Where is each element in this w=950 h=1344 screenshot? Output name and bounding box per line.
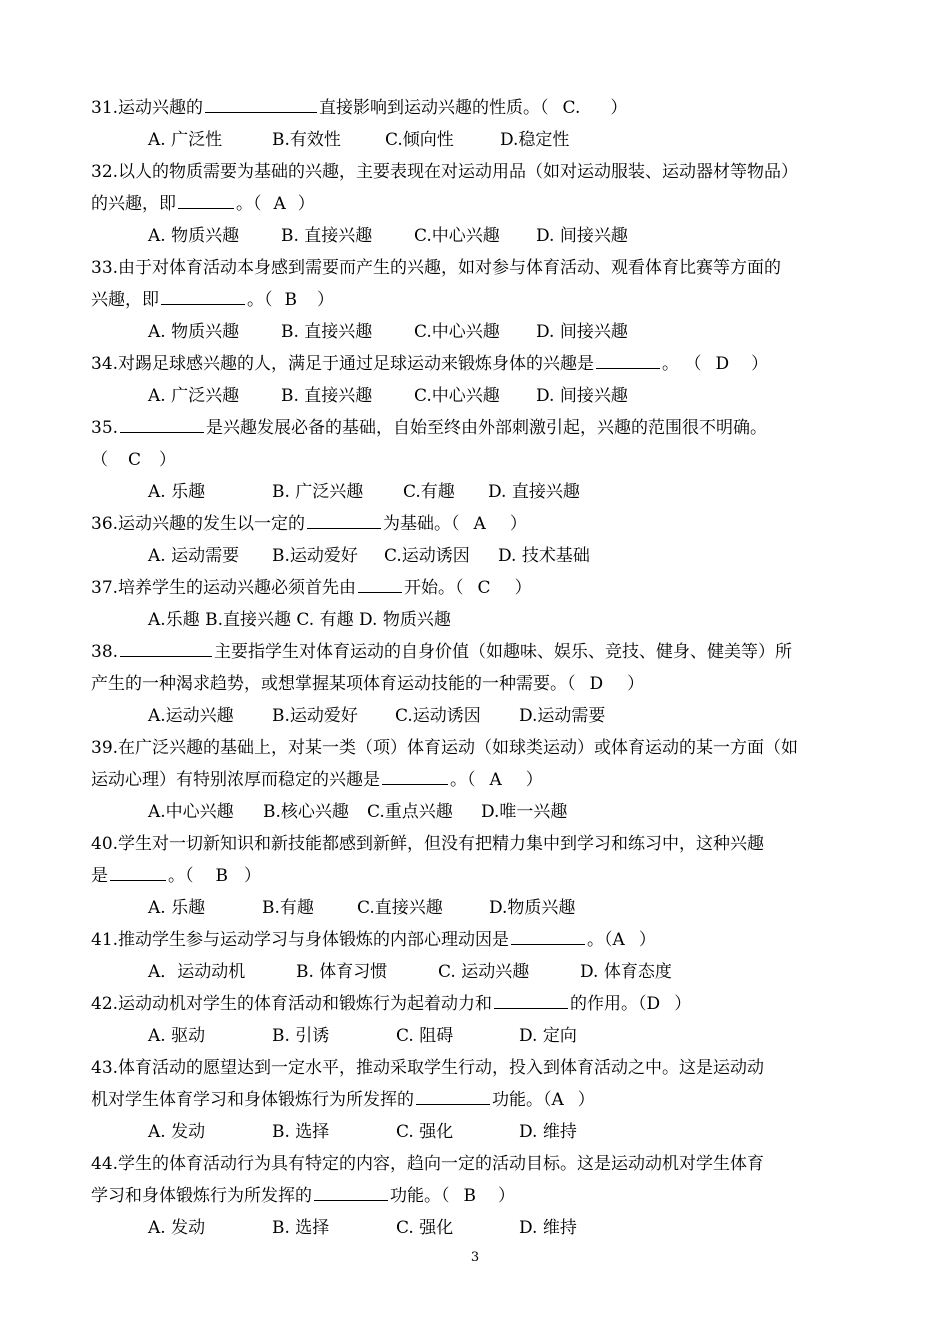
question-38: [91, 636, 866, 732]
question-text: 运动动机对学生的体育活动和锻炼行为起着动力和: [118, 994, 493, 1014]
answer-mark: A: [473, 514, 486, 534]
answer-blank: [314, 1199, 388, 1201]
option-c: C.重点兴趣: [367, 802, 453, 822]
question-37: [91, 572, 866, 636]
question-line: [91, 636, 866, 668]
option-c: C. 阻碍: [396, 1026, 454, 1046]
option-d: D. 间接兴趣: [536, 386, 628, 406]
question-line: [91, 1084, 866, 1116]
question-text: 由于对体育活动本身感到需要而产生的兴趣，如对参与体育活动、观看体育比赛等方面的: [118, 258, 782, 278]
bracket-close: ）: [159, 450, 177, 470]
bracket-close: ）: [627, 674, 645, 694]
answer-mark: D: [715, 354, 730, 374]
answer-mark: D: [589, 674, 604, 694]
option-a: A.中心兴趣: [148, 802, 234, 822]
bracket-close: ）: [317, 290, 334, 310]
answer-blank: [416, 1103, 490, 1105]
question-number: 44.: [91, 1154, 119, 1174]
option-b: B. 选择: [272, 1218, 330, 1238]
option-a: A. 物质兴趣: [148, 226, 240, 246]
option-d: D.稳定性: [500, 130, 570, 150]
answer-mark: A: [489, 770, 502, 790]
bracket-close: ）: [751, 354, 769, 374]
option-c: C.倾向性: [385, 130, 454, 150]
option-a: A. 广泛性: [148, 130, 223, 150]
question-text: 功能。（: [492, 1090, 552, 1110]
answer-blank: [511, 943, 585, 945]
option-c: C.运动诱因: [384, 546, 470, 566]
page-number: 3: [470, 1250, 480, 1265]
bracket-close: ）: [674, 994, 692, 1014]
question-text: 以人的物质需要为基础的兴趣，主要表现在对运动用品（如对运动服装、运动器材等物品）: [118, 162, 799, 182]
option-b: B.运动爱好: [272, 706, 358, 726]
options-row: [91, 892, 866, 924]
option-d: D. 技术基础: [498, 546, 590, 566]
answer-blank: [382, 783, 448, 785]
question-number: 32.: [91, 162, 119, 182]
question-line: [91, 284, 866, 316]
option-b: B.有效性: [272, 130, 341, 150]
option-a: A.运动兴趣: [148, 706, 234, 726]
option-c: C. 强化: [396, 1218, 454, 1238]
answer-blank: [120, 655, 212, 657]
answer-mark: B: [284, 290, 297, 310]
question-line: [91, 988, 866, 1020]
answer-blank: [307, 527, 381, 529]
option-a: A. 运动需要: [148, 546, 240, 566]
options-inline: A.乐趣 B.直接兴趣 C. 有趣 D. 物质兴趣: [148, 610, 451, 630]
question-42: [91, 988, 866, 1052]
options-row: [91, 700, 866, 732]
bracket-close: ）: [525, 770, 543, 790]
question-number: 34.: [91, 354, 119, 374]
question-number: 43.: [91, 1058, 119, 1078]
options-row: [91, 540, 866, 572]
question-text: 。（: [168, 866, 194, 886]
answer-blank: [120, 431, 204, 433]
question-text: 学习和身体锻炼行为所发挥的: [91, 1186, 312, 1206]
question-text: 的作用。（: [570, 994, 647, 1014]
question-number: 35.: [91, 418, 119, 438]
answer-mark: A: [551, 1090, 564, 1110]
bracket-close: ）: [577, 1090, 595, 1110]
question-text: 为基础。（: [383, 514, 460, 534]
answer-mark: A: [612, 930, 625, 950]
question-text: 功能。（: [390, 1186, 450, 1206]
question-line: [91, 668, 866, 700]
bracket-close: ）: [498, 1186, 515, 1206]
question-number: 38.: [91, 642, 119, 662]
answer-blank: [358, 591, 402, 593]
answer-mark: B: [463, 1186, 476, 1206]
question-33: [91, 252, 866, 348]
answer-mark: C: [128, 450, 142, 470]
bracket-close: ）: [297, 194, 315, 214]
question-text: 主要指学生对体育运动的自身价值（如趣味、娱乐、竞技、健身、健美等）所: [214, 642, 793, 662]
option-c: C. 强化: [396, 1122, 454, 1142]
bracket-close: ）: [244, 866, 261, 886]
answer-blank: [178, 207, 234, 209]
option-a: A. 广泛兴趣: [148, 386, 240, 406]
option-a: A. 物质兴趣: [148, 322, 240, 342]
option-b: B.核心兴趣: [263, 802, 349, 822]
options-row: [91, 1020, 866, 1052]
options-row: [91, 604, 866, 636]
options-row: [91, 1212, 866, 1244]
options-row: [91, 380, 866, 412]
question-text: 学生对一切新知识和新技能都感到新鲜，但没有把精力集中到学习和练习中，这种兴趣: [118, 834, 765, 854]
bracket-close: ）: [638, 930, 656, 950]
answer-blank: [494, 1007, 568, 1009]
option-d: D. 间接兴趣: [536, 226, 628, 246]
option-d: D. 直接兴趣: [488, 482, 580, 502]
question-text: 开始。（: [404, 578, 464, 598]
options-row: [91, 220, 866, 252]
options-row: [91, 1116, 866, 1148]
question-number: 41.: [91, 930, 119, 950]
question-text: 。（: [587, 930, 613, 950]
answer-blank: [596, 367, 660, 369]
question-line: [91, 828, 866, 860]
question-text: 在广泛兴趣的基础上，对某一类（项）体育运动（如球类运动）或体育运动的某一方面（如: [118, 738, 799, 758]
option-d: D. 定向: [519, 1026, 577, 1046]
option-b: B. 选择: [272, 1122, 330, 1142]
bracket-open: （: [91, 450, 108, 470]
question-text: 的兴趣，即: [91, 194, 176, 214]
question-text: 运动兴趣的发生以一定的: [118, 514, 306, 534]
question-line: [91, 732, 866, 764]
question-number: 31.: [91, 98, 119, 118]
option-c: C.直接兴趣: [357, 898, 443, 918]
option-c: C.有趣: [403, 482, 455, 502]
option-d: D. 体育态度: [580, 962, 672, 982]
option-b: B. 引诱: [272, 1026, 330, 1046]
option-d: D. 维持: [519, 1218, 577, 1238]
question-text: 。（: [450, 770, 476, 790]
option-b: B. 直接兴趣: [281, 226, 373, 246]
option-b: B. 体育习惯: [296, 962, 388, 982]
options-row: [91, 316, 866, 348]
question-35: [91, 412, 866, 508]
question-number: 33.: [91, 258, 119, 278]
question-40: [91, 828, 866, 924]
question-text: 推动学生参与运动学习与身体锻炼的内部心理动因是: [118, 930, 510, 950]
question-line: [91, 1180, 866, 1212]
question-text: 是: [91, 866, 108, 886]
options-row: [91, 476, 866, 508]
bracket-close: ）: [610, 98, 628, 118]
question-line: [91, 444, 866, 476]
question-44: [91, 1148, 866, 1244]
option-c: C.运动诱因: [395, 706, 481, 726]
question-text: 兴趣，即: [91, 290, 159, 310]
answer-blank: [205, 111, 317, 113]
option-b: B. 直接兴趣: [281, 386, 373, 406]
option-c: C.中心兴趣: [414, 386, 500, 406]
question-text: 运动兴趣的: [118, 98, 204, 118]
option-a: A. 乐趣: [148, 482, 206, 502]
question-number: 36.: [91, 514, 119, 534]
option-a: A. 驱动: [148, 1026, 206, 1046]
option-c: C.中心兴趣: [414, 322, 500, 342]
question-text: 机对学生体育学习和身体锻炼行为所发挥的: [91, 1090, 414, 1110]
question-text: 对踢足球感兴趣的人，满足于通过足球运动来锻炼身体的兴趣是: [118, 354, 595, 374]
question-line: [91, 348, 866, 380]
options-row: [91, 796, 866, 828]
question-line: [91, 508, 866, 540]
option-d: D. 间接兴趣: [536, 322, 628, 342]
option-b: B.有趣: [262, 898, 314, 918]
option-a: A．运动动机: [148, 962, 246, 982]
question-number: 40.: [91, 834, 119, 854]
answer-mark: A: [273, 194, 286, 214]
question-text: 。（: [247, 290, 273, 310]
bracket-close: ）: [509, 514, 527, 534]
question-line: [91, 412, 866, 444]
question-36: [91, 508, 866, 572]
options-row: [91, 956, 866, 988]
question-line: [91, 1052, 866, 1084]
question-line: [91, 252, 866, 284]
question-line: [91, 92, 866, 124]
answer-blank: [161, 303, 245, 305]
answer-mark: C.: [562, 98, 581, 118]
question-text: 。 （: [662, 354, 702, 374]
question-34: [91, 348, 866, 412]
question-text: 直接影响到运动兴趣的性质。（: [319, 98, 549, 118]
option-a: A. 发动: [148, 1218, 206, 1238]
question-text: 。（: [236, 194, 262, 214]
question-line: [91, 188, 866, 220]
option-c: C. 运动兴趣: [438, 962, 530, 982]
question-line: [91, 764, 866, 796]
option-a: A. 乐趣: [148, 898, 206, 918]
option-b: B. 广泛兴趣: [272, 482, 364, 502]
question-line: [91, 572, 866, 604]
option-d: D. 维持: [519, 1122, 577, 1142]
option-b: B.运动爱好: [272, 546, 358, 566]
options-row: [91, 124, 866, 156]
question-text: 运动心理）有特别浓厚而稳定的兴趣是: [91, 770, 380, 790]
question-line: [91, 156, 866, 188]
question-number: 39.: [91, 738, 119, 758]
option-b: B. 直接兴趣: [281, 322, 373, 342]
question-text: 学生的体育活动行为具有特定的内容，趋向一定的活动目标。这是运动动机对学生体育: [118, 1154, 765, 1174]
question-39: [91, 732, 866, 828]
question-43: [91, 1052, 866, 1148]
option-d: D.物质兴趣: [489, 898, 576, 918]
answer-blank: [110, 879, 166, 881]
question-line: [91, 860, 866, 892]
option-d: D.运动需要: [519, 706, 606, 726]
question-line: [91, 924, 866, 956]
question-text: 产生的一种渴求趋势，或想掌握某项体育运动技能的一种需要。（: [91, 674, 576, 694]
option-d: D.唯一兴趣: [481, 802, 568, 822]
question-text: 培养学生的运动兴趣必须首先由: [118, 578, 357, 598]
question-line: [91, 1148, 866, 1180]
bracket-close: ）: [514, 578, 532, 598]
question-31: [91, 92, 866, 156]
answer-mark: C: [477, 578, 491, 598]
option-c: C.中心兴趣: [414, 226, 500, 246]
question-number: 37.: [91, 578, 119, 598]
question-41: [91, 924, 866, 988]
question-number: 42.: [91, 994, 119, 1014]
question-text: 是兴趣发展必备的基础，自始至终由外部刺激引起，兴趣的范围很不明确。: [206, 418, 768, 438]
answer-mark: D: [646, 994, 661, 1014]
answer-mark: B: [215, 866, 228, 886]
question-32: [91, 156, 866, 252]
question-text: 体育活动的愿望达到一定水平，推动采取学生行动，投入到体育活动之中。这是运动动: [118, 1058, 765, 1078]
option-a: A. 发动: [148, 1122, 206, 1142]
